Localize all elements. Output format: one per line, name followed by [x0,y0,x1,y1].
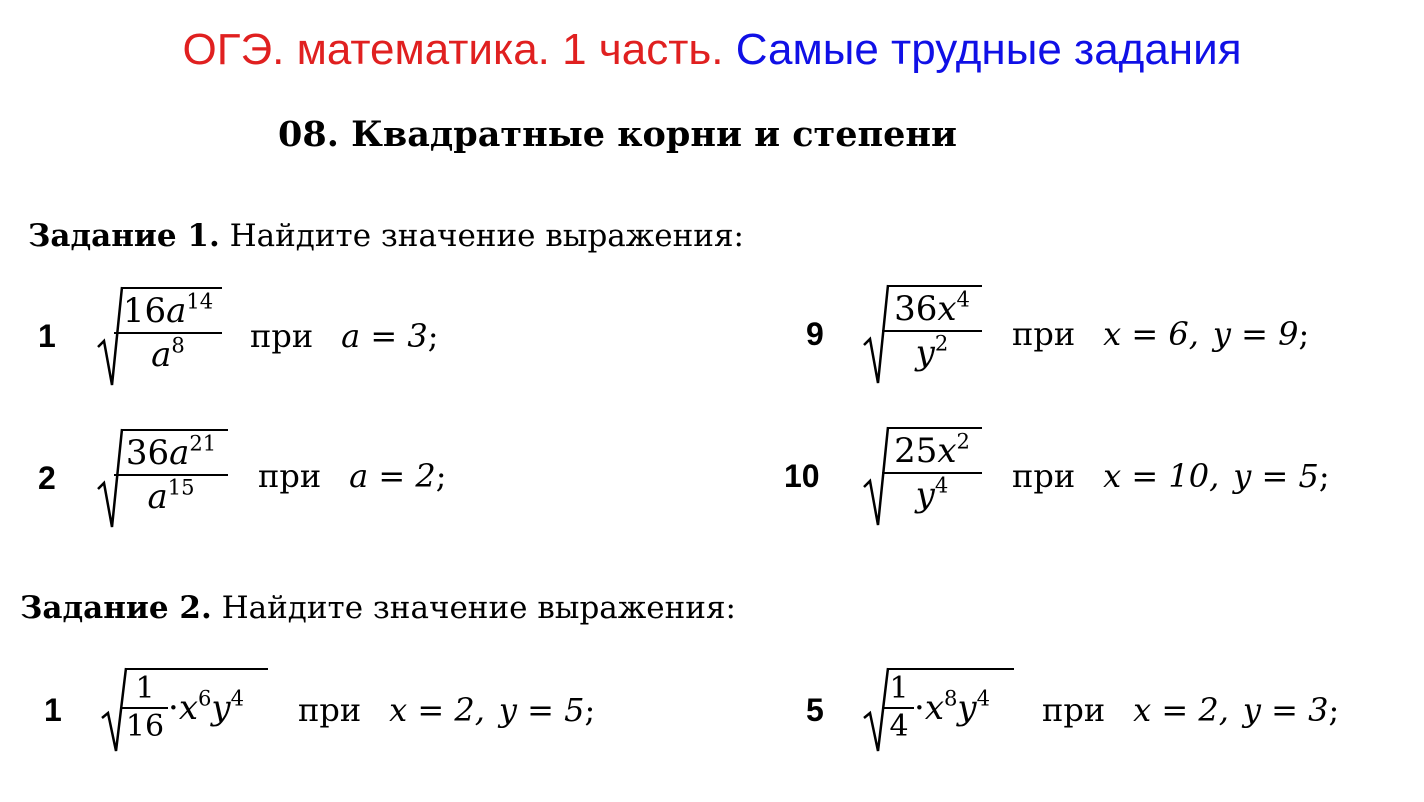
header-title-red: ОГЭ. математика. 1 часть. [182,25,724,74]
condition: при x = 6, y = 9; [1012,315,1310,353]
task1-heading [28,218,744,254]
condition: при x = 10, y = 5; [1012,457,1330,495]
fraction-denominator: 4 [889,709,909,744]
task1-item-number: 9 [806,316,824,352]
fraction [114,288,222,375]
task2-text: Найдите значение выражения: [221,590,736,626]
fraction-bar [114,332,222,334]
task1-item-number: 2 [38,460,56,496]
condition: при x = 2, y = 5; [298,691,596,729]
condition: при x = 2, y = 3; [1042,691,1340,729]
radical-overline [888,668,1014,670]
header-title-blue: Самые трудные задания [735,25,1242,74]
fraction-numerator: $36x^4$ [894,286,970,329]
fraction-numerator: 1 [889,671,909,706]
fraction-denominator: 16 [125,709,165,744]
fraction [122,672,168,744]
task1-label: Задание 1. [28,218,220,254]
task2-heading [20,590,736,626]
expression-tail: $\cdot x^8y^4$ [914,685,991,728]
task2-item-number: 1 [44,692,62,728]
condition: при a = 2; [258,457,447,495]
expression-tail: $\cdot x^6y^4$ [168,685,245,728]
fraction-bar [882,472,982,474]
condition: при a = 3; [250,317,439,355]
fraction-bar [882,330,982,332]
fraction [884,672,914,744]
fraction-numerator: $36a^{21}$ [125,430,217,473]
task1-item-number: 1 [38,318,56,354]
fraction [882,286,982,373]
fraction-denominator: $y^2$ [915,330,949,373]
task2-label: Задание 2. [20,590,212,626]
fraction-numerator: $25x^2$ [894,428,970,471]
task1-text: Найдите значение выражения: [229,218,744,254]
fraction-denominator: $a^{15}$ [147,474,195,517]
fraction-denominator: $a^8$ [151,332,185,375]
fraction-numerator: $16a^{14}$ [122,288,214,331]
radical-overline [126,668,268,670]
fraction [114,430,228,517]
fraction [882,428,982,515]
section-title: 08. Квадратные корни и степени [278,114,957,155]
fraction-numerator: 1 [135,671,155,706]
task1-item-number: 10 [784,458,820,494]
fraction-denominator: $y^4$ [915,472,949,515]
task2-item-number: 5 [806,692,824,728]
page-header [0,24,1424,76]
